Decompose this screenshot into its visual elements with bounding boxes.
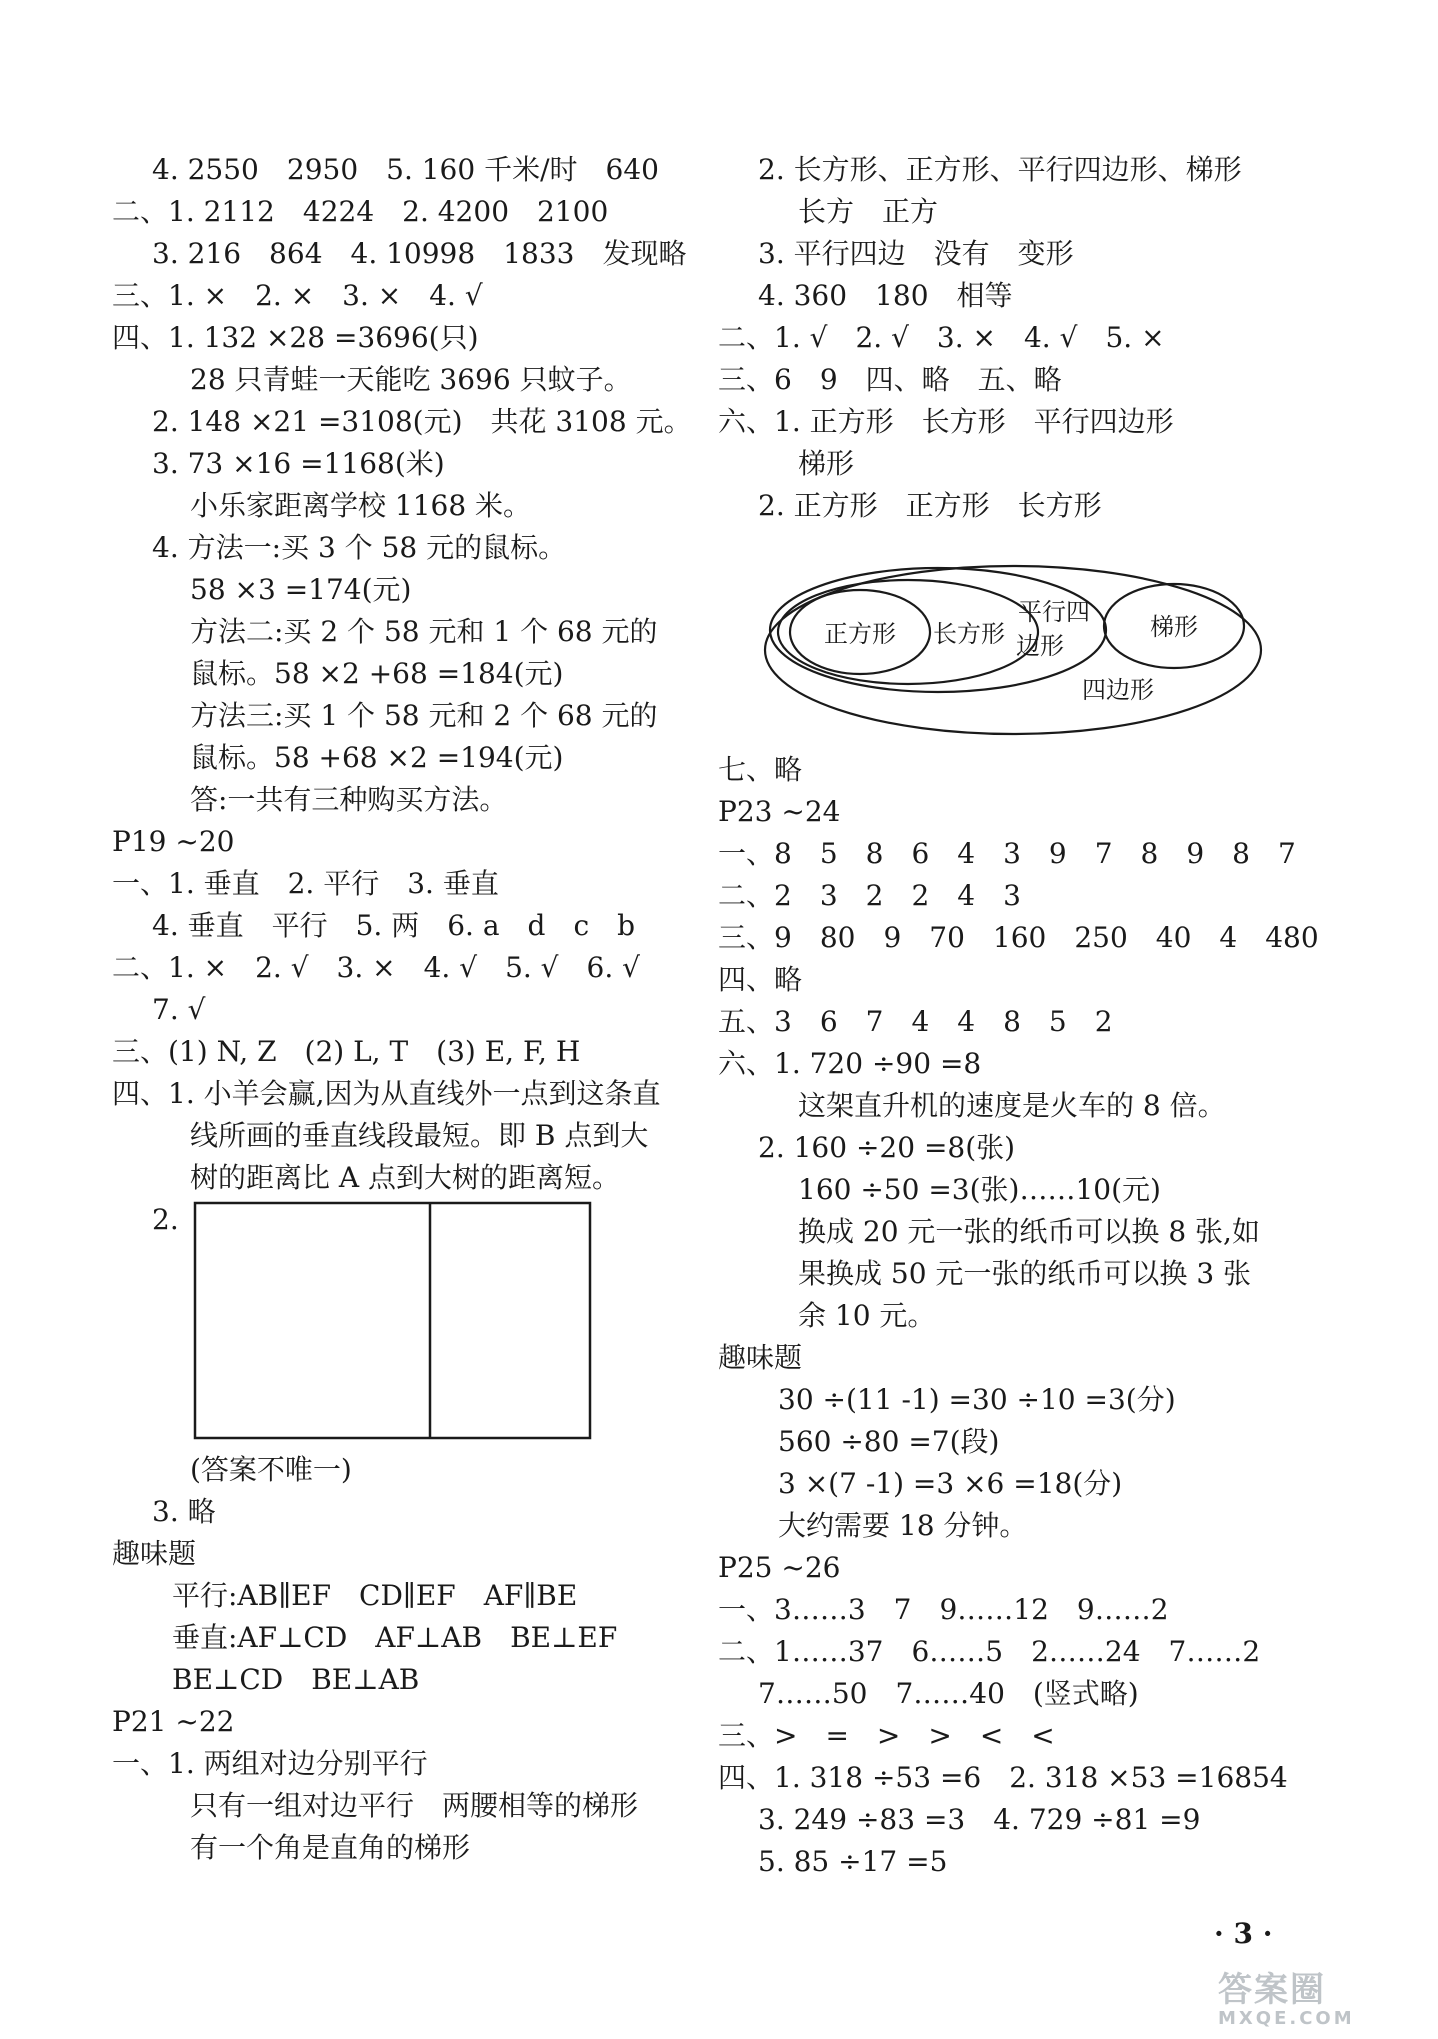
answer-line: 四、略 [718,963,803,996]
answer-line: 2. 长方形、正方形、平行四边形、梯形 [758,153,1242,186]
square-label: 正方形 [824,620,896,648]
answer-line: 3. 略 [152,1495,216,1528]
answer-line: 2. 正方形 正方形 长方形 [758,489,1102,522]
answer-line: 二、1. 2112 4224 2. 4200 2100 [112,195,609,228]
answer-line: 四、1. 小羊会赢,因为从直线外一点到这条直 [112,1077,661,1110]
answer-line: 四、1. 132 ×28 =3696(只) [112,321,479,354]
answer-line: 二、1. × 2. √ 3. × 4. √ 5. √ 6. √ [112,951,640,984]
answer-line: 六、1. 720 ÷90 =8 [718,1047,982,1080]
rectangle-label: 长方形 [933,620,1005,648]
answer-line: 7……50 7……40 (竖式略) [758,1677,1139,1710]
answer-line: 三、6 9 四、略 五、略 [718,363,1062,396]
answer-line: 一、1. 垂直 2. 平行 3. 垂直 [112,867,499,900]
quadrilateral-venn-diagram [758,560,1268,740]
answer-line: 2. 148 ×21 =3108(元) 共花 3108 元。 [152,405,692,438]
answer-line: 3. 73 ×16 =1168(米) [152,447,445,480]
answer-line: 三、(1) N, Z (2) L, T (3) E, F, H [112,1035,581,1068]
answer-line: 七、略 [718,753,803,786]
answer-line: 3. 249 ÷83 =3 4. 729 ÷81 =9 [758,1803,1201,1836]
answer-line: 鼠标。58 ×2 +68 =184(元) [190,657,564,690]
answer-line: 只有一组对边平行 两腰相等的梯形 [190,1789,639,1822]
answer-line: 四、1. 318 ÷53 =6 2. 318 ×53 =16854 [718,1761,1288,1794]
answer-line: 一、3……3 7 9……12 9……2 [718,1593,1169,1626]
answer-line: 大约需要 18 分钟。 [778,1509,1028,1542]
answer-line: 4. 360 180 相等 [758,279,1013,312]
watermark-brand: 答案圈 [1218,1970,1326,2010]
answer-line: 30 ÷(11 -1) =30 ÷10 =3(分) [778,1383,1176,1416]
answer-line: 方法二:买 2 个 58 元和 1 个 68 元的 [190,615,658,648]
watermark-logo [1218,1971,1418,2031]
answer-line: 160 ÷50 =3(张)……10(元) [798,1173,1161,1206]
divided-rectangle-figure [190,1198,595,1443]
answer-line: 58 ×3 =174(元) [190,573,412,606]
page-number: · 3 · [1214,1917,1273,1950]
answer-line: 二、2 3 2 2 4 3 [718,879,1021,912]
answer-line: 三、9 80 9 70 160 250 40 4 480 [718,921,1319,954]
answer-line: 4. 垂直 平行 5. 两 6. a d c b [152,909,636,942]
answer-line: 五、3 6 7 4 4 8 5 2 [718,1005,1113,1038]
trapezoid-label: 梯形 [1150,613,1198,641]
answer-line: 2. [152,1203,179,1236]
section-heading: 趣味题 [718,1341,803,1374]
answer-line: 果换成 50 元一张的纸币可以换 3 张 [798,1257,1252,1290]
answer-line: 4. 方法一:买 3 个 58 元的鼠标。 [152,531,567,564]
answer-line: 7. √ [152,993,206,1026]
section-heading: P19 ~20 [112,825,235,858]
answer-line: 方法三:买 1 个 58 元和 2 个 68 元的 [190,699,658,732]
answer-line: 28 只青蛙一天能吃 3696 只蚊子。 [190,363,632,396]
answer-line: 一、8 5 8 6 4 3 9 7 8 9 8 7 [718,837,1296,870]
answer-line: 3. 平行四边 没有 变形 [758,237,1074,270]
answer-line: 答:一共有三种购买方法。 [190,783,508,816]
answer-line: 三、> = > > < < [718,1719,1055,1752]
answer-line: 长方 正方 [798,195,939,228]
answer-line: 六、1. 正方形 长方形 平行四边形 [718,405,1174,438]
answer-line: 有一个角是直角的梯形 [190,1831,471,1864]
answer-line: BE⊥CD BE⊥AB [172,1663,420,1696]
answer-line: 2. 160 ÷20 =8(张) [758,1131,1016,1164]
answer-line: 4. 2550 2950 5. 160 千米/时 640 [152,153,659,186]
watermark-url: MXQE.COM [1218,2008,1355,2029]
answer-line: 小乐家距离学校 1168 米。 [190,489,532,522]
answer-line: 平行:AB∥EF CD∥EF AF∥BE [172,1579,578,1612]
outer-rectangle [195,1203,590,1438]
answer-line: 这架直升机的速度是火车的 8 倍。 [798,1089,1226,1122]
answer-line: 垂直:AF⊥CD AF⊥AB BE⊥EF [172,1621,618,1654]
answer-line: 3. 216 864 4. 10998 1833 发现略 [152,237,687,270]
answer-line: 余 10 元。 [798,1299,936,1332]
answer-line: 一、1. 两组对边分别平行 [112,1747,428,1780]
answer-line: 二、1……37 6……5 2……24 7……2 [718,1635,1261,1668]
answer-line: 三、1. × 2. × 3. × 4. √ [112,279,483,312]
answer-line: 二、1. √ 2. √ 3. × 4. √ 5. × [718,321,1165,354]
section-heading: 趣味题 [112,1537,197,1570]
answer-line: 树的距离比 A 点到大树的距离短。 [190,1161,621,1194]
quadrilateral-label: 四边形 [1082,676,1154,704]
parallelogram-label-line2: 边形 [1016,632,1064,660]
answer-line: 梯形 [798,447,855,480]
section-heading: P25 ~26 [718,1551,841,1584]
answer-line: (答案不唯一) [190,1453,352,1486]
section-heading: P23 ~24 [718,795,841,828]
answer-line: 换成 20 元一张的纸币可以换 8 张,如 [798,1215,1260,1248]
answer-line: 线所画的垂直线段最短。即 B 点到大 [190,1119,649,1152]
parallelogram-label-line1: 平行四 [1018,598,1090,626]
answer-line: 鼠标。58 +68 ×2 =194(元) [190,741,564,774]
section-heading: P21 ~22 [112,1705,235,1738]
answer-line: 5. 85 ÷17 =5 [758,1845,948,1878]
answer-line: 560 ÷80 =7(段) [778,1425,1000,1458]
answer-line: 3 ×(7 -1) =3 ×6 =18(分) [778,1467,1123,1500]
